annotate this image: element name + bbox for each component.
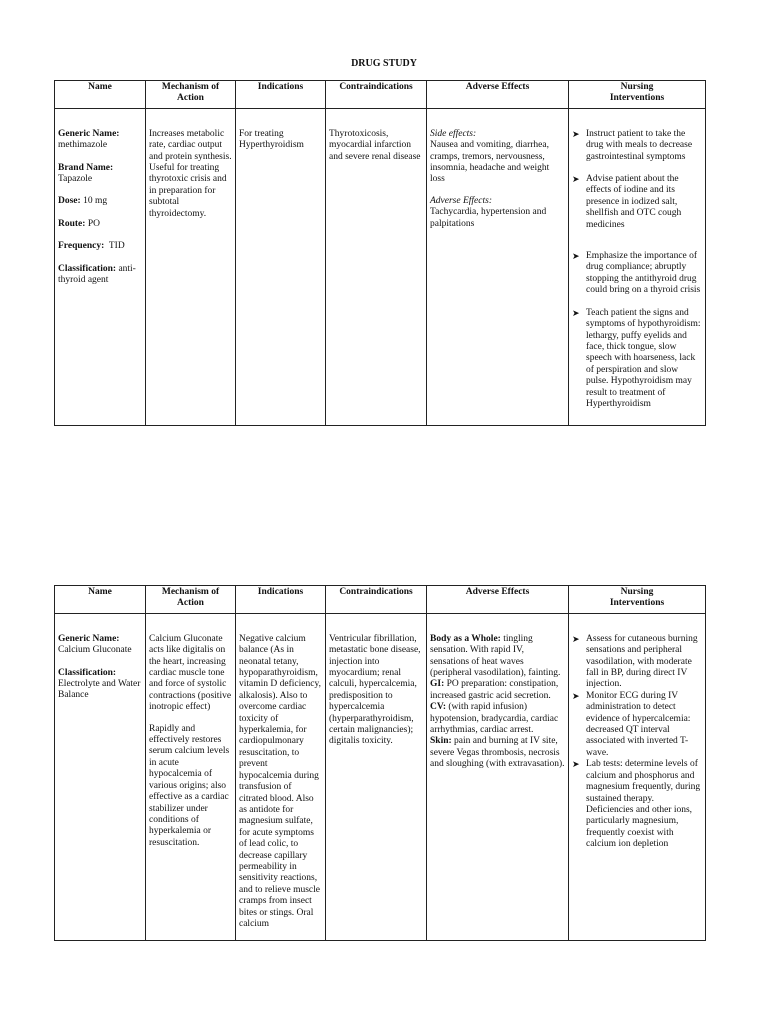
- name-cell: [55, 108, 146, 426]
- route-field: Route: PO: [58, 218, 100, 229]
- list-item: ➤ Lab tests: determine levels of calcium and phosphorus and magnesium frequently, during sustained therapy. Deficiencies and other ions, particularly magnesium, frequently coexist with calcium ion depletion: [572, 759, 701, 850]
- mechanism-cell: Increases metabolic rate, cardiac output and protein synthesis. Useful for treating thyrotoxic crisis and in preparation for subtotal thyroidectomy.: [146, 108, 236, 426]
- contraindications-cell: Ventricular fibrillation, metastatic bone disease, injection into myocardium; renal calculi, hypercalcemia, predisposition to hypercalcemia (hyperparathyroidism, certain malignancies); digitalis toxicity.: [326, 613, 427, 940]
- table-row: [55, 108, 706, 426]
- drug-study-table-calcium-gluconate: [54, 585, 706, 941]
- header-name: Name: [55, 81, 146, 109]
- adverse-effects-text: Tachycardia, hypertension and palpitations: [430, 207, 547, 229]
- document-title: DRUG STUDY: [351, 58, 417, 69]
- nursing-interventions-cell: [569, 108, 706, 426]
- table-row: [55, 613, 706, 940]
- header-name: Name: [55, 586, 146, 614]
- adverse-effects-cell: [427, 613, 569, 940]
- adverse-cv: CV: (with rapid infusion) hypotension, bradycardia, cardiac arrhythmias, cardiac arrest.: [430, 702, 559, 736]
- header-adverse-effects: Adverse Effects: [427, 586, 569, 614]
- list-item: ➤ Advise patient about the effects of iodine and its presence in iodized salt, shellfish and OTC cough medicines: [572, 174, 682, 230]
- mechanism-paragraph: Calcium Gluconate acts like digitalis on the heart, increasing cardiac muscle tone and force of systolic contractions (positive inotropic effect): [149, 633, 232, 713]
- arrow-bullet-icon: ➤: [572, 174, 580, 185]
- contraindications-cell: Thyrotoxicosis, myocardial infarction and severe renal disease: [326, 108, 427, 426]
- header-row: [55, 81, 706, 109]
- arrow-bullet-icon: ➤: [572, 690, 580, 701]
- header-mechanism: Mechanism of Action: [146, 586, 236, 614]
- header-nursing-interventions: Nursing Interventions: [569, 81, 706, 109]
- list-item: ➤ Assess for cutaneous burning sensations and peripheral vasodilation, with moderate fall in BP, during direct IV injection.: [572, 633, 698, 690]
- arrow-bullet-icon: ➤: [572, 307, 580, 318]
- classification-field: Classification: anti-thyroid agent: [58, 263, 136, 286]
- indications-cell: Negative calcium balance (As in neonatal tetany, hypoparathyroidism, vitamin D deficiency, alkalosis). Also to overcome cardiac toxicity of hyperkalemia, for cardiopulmonary resuscitation, to prevent hypocalcemia during transfusion of citrated blood. Also as antidote for magnesium sulfate, for acute symptoms of lead colic, to decrease capillary permeability in sensitivity reactions, and to relieve muscle cramps from insect bites or stings. Oral calcium: [236, 613, 326, 940]
- arrow-bullet-icon: ➤: [572, 251, 580, 262]
- indications-cell: For treating Hyperthyroidism: [236, 108, 326, 426]
- side-effects-label: Side effects:: [430, 128, 477, 139]
- mechanism-paragraph: Rapidly and effectively restores serum calcium levels in acute hypocalcemia of various origins; also effective as a cardiac stabilizer under conditions of hyperkalemia or resuscitation.: [149, 723, 230, 848]
- adverse-effects-cell: [427, 108, 569, 426]
- generic-name-field: Generic Name: methimazole: [58, 128, 120, 151]
- generic-name-field: Generic Name: Calcium Gluconate: [58, 633, 132, 656]
- adverse-effects-label: Adverse Effects:: [430, 195, 492, 206]
- header-indications: Indications: [236, 81, 326, 109]
- adverse-body: Body as a Whole: tingling sensation. With rapid IV, sensations of heat waves (peripheral vasodilation), fainting.: [430, 633, 561, 679]
- header-row: [55, 586, 706, 614]
- dose-field: Dose: 10 mg: [58, 196, 108, 207]
- list-item: ➤ Instruct patient to take the drug with meals to decrease gastrointestinal symptoms: [572, 128, 693, 162]
- header-mechanism: Mechanism of Action: [146, 81, 236, 109]
- drug-study-table-methimazole: [54, 80, 706, 426]
- list-item: ➤ Monitor ECG during IV administration to detect evidence of hypercalcemia: decreased QT interval associated with inverted T-wave.: [572, 690, 691, 758]
- header-contraindications: Contraindications: [326, 81, 427, 109]
- classification-field: Classification: Electrolyte and Water Balance: [58, 667, 141, 701]
- header-indications: Indications: [236, 586, 326, 614]
- side-effects-text: Nausea and vomiting, diarrhea, cramps, tremors, nervousness, insomnia, headache and weight loss: [430, 140, 550, 185]
- nursing-interventions-cell: [569, 613, 706, 940]
- arrow-bullet-icon: ➤: [572, 759, 580, 770]
- arrow-bullet-icon: ➤: [572, 128, 580, 139]
- list-item: ➤ Teach patient the signs and symptoms of hypothyroidism: lethargy, puffy eyelids and face, thick tongue, slow speech with hoarseness, lack of perspiration and slow pulse. Hypothyroidism may result to treatment of Hyperthyroidism: [572, 307, 701, 409]
- header-nursing-interventions: Nursing Interventions: [569, 586, 706, 614]
- arrow-bullet-icon: ➤: [572, 633, 580, 644]
- mechanism-cell: [146, 613, 236, 940]
- adverse-gi: GI: PO preparation: constipation, increased gastric acid secretion.: [430, 679, 559, 701]
- name-cell: [55, 613, 146, 940]
- list-item: ➤ Emphasize the importance of drug compliance; abruptly stopping the antithyroid drug could bring on a thyroid crisis: [572, 251, 701, 296]
- header-adverse-effects: Adverse Effects: [427, 81, 569, 109]
- adverse-skin: Skin: pain and burning at IV site, severe Vegas thrombosis, necrosis and sloughing (with extravasation).: [430, 736, 565, 770]
- header-contraindications: Contraindications: [326, 586, 427, 614]
- frequency-field: Frequency: TID: [58, 241, 125, 252]
- brand-name-field: Brand Name: Tapazole: [58, 162, 114, 185]
